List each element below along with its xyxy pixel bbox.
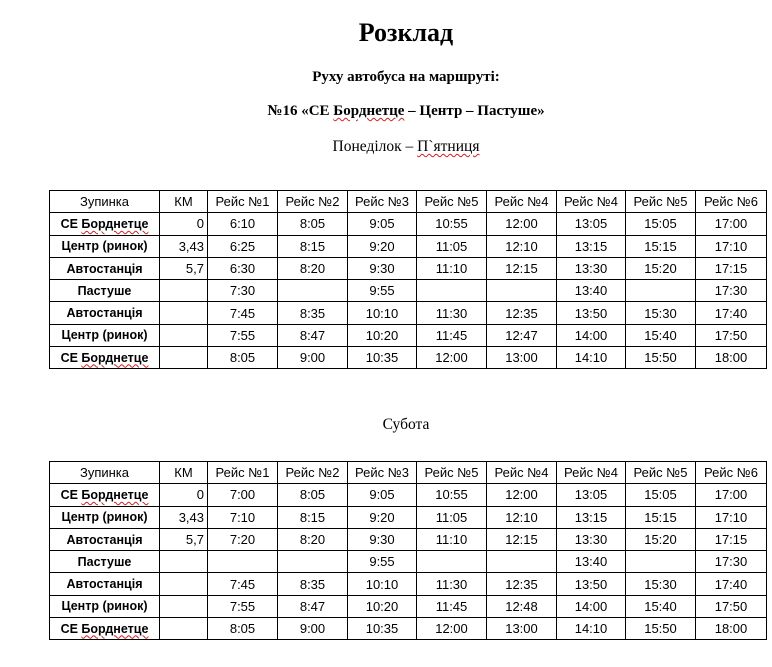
stop-name-word: Борднетце (81, 487, 149, 502)
time-cell (208, 551, 278, 573)
time-cell: 10:35 (348, 347, 417, 369)
weekday-heading-text: Понеділок – П`ятниця (332, 138, 480, 155)
column-header: Зупинка (50, 191, 160, 213)
time-cell (626, 280, 696, 302)
time-cell: 13:30 (557, 528, 626, 550)
time-cell: 11:30 (417, 573, 487, 595)
time-cell: 15:30 (626, 573, 696, 595)
time-cell: 13:15 (557, 235, 626, 257)
time-cell: 8:20 (278, 528, 348, 550)
km-cell: 5,7 (160, 528, 208, 550)
km-cell (160, 347, 208, 369)
time-cell: 7:45 (208, 573, 278, 595)
stop-name: Автостанція (50, 257, 160, 279)
time-cell: 13:05 (557, 484, 626, 506)
time-cell: 17:30 (696, 280, 767, 302)
time-cell: 8:15 (278, 235, 348, 257)
weekday-schedule-table (49, 190, 767, 369)
table-row (50, 324, 767, 346)
route-name (0, 103, 772, 120)
stop-name: Автостанція (50, 573, 160, 595)
column-header: Рейс №1 (208, 191, 278, 213)
time-cell: 11:05 (417, 235, 487, 257)
table-row (50, 347, 767, 369)
time-cell (417, 551, 487, 573)
column-header: Рейс №2 (278, 462, 348, 484)
time-cell: 17:40 (696, 302, 767, 324)
time-cell: 13:00 (487, 347, 557, 369)
time-cell: 15:40 (626, 324, 696, 346)
time-cell: 12:10 (487, 506, 557, 528)
time-cell: 15:15 (626, 506, 696, 528)
table-row (50, 506, 767, 528)
time-cell: 14:10 (557, 347, 626, 369)
route-subtitle: Руху автобуса на маршруті: (312, 69, 500, 85)
column-header: Рейс №1 (208, 462, 278, 484)
time-cell: 6:25 (208, 235, 278, 257)
table-header-row (50, 191, 767, 213)
time-cell: 10:10 (348, 302, 417, 324)
stop-name: Центр (ринок) (50, 235, 160, 257)
time-cell: 12:00 (417, 347, 487, 369)
route-name-text: №16 «СЕ Борднетце – Центр – Пастуше» (267, 103, 545, 119)
time-cell: 14:00 (557, 595, 626, 617)
time-cell: 10:35 (348, 618, 417, 640)
time-cell: 7:45 (208, 302, 278, 324)
time-cell: 7:20 (208, 528, 278, 550)
table-row (50, 595, 767, 617)
table-row (50, 213, 767, 235)
time-cell: 14:00 (557, 324, 626, 346)
time-cell: 13:15 (557, 506, 626, 528)
saturday-heading: Субота (382, 416, 430, 433)
time-cell: 13:40 (557, 551, 626, 573)
time-cell: 10:55 (417, 213, 487, 235)
time-cell: 8:35 (278, 302, 348, 324)
time-cell: 12:35 (487, 573, 557, 595)
table-row (50, 618, 767, 640)
time-cell: 15:05 (626, 484, 696, 506)
time-cell: 8:15 (278, 506, 348, 528)
stop-name: Центр (ринок) (50, 595, 160, 617)
time-cell: 11:30 (417, 302, 487, 324)
time-cell: 15:50 (626, 347, 696, 369)
km-cell: 0 (160, 213, 208, 235)
stop-name: СЕ Борднетце (50, 484, 160, 506)
column-header: Рейс №4 (557, 191, 626, 213)
column-header: Рейс №4 (487, 191, 557, 213)
column-header: Зупинка (50, 462, 160, 484)
stop-name: Центр (ринок) (50, 324, 160, 346)
table-row (50, 280, 767, 302)
time-cell: 17:00 (696, 213, 767, 235)
stop-name-word: Борднетце (81, 216, 149, 231)
time-cell: 12:00 (487, 213, 557, 235)
time-cell (626, 551, 696, 573)
stop-name: СЕ Борднетце (50, 347, 160, 369)
time-cell: 14:10 (557, 618, 626, 640)
time-cell: 17:00 (696, 484, 767, 506)
time-cell: 8:20 (278, 257, 348, 279)
time-cell: 9:20 (348, 235, 417, 257)
table-row (50, 573, 767, 595)
time-cell: 12:48 (487, 595, 557, 617)
time-cell: 10:20 (348, 595, 417, 617)
table-row (50, 551, 767, 573)
table-row (50, 528, 767, 550)
time-cell: 11:10 (417, 528, 487, 550)
time-cell: 13:30 (557, 257, 626, 279)
table-row (50, 302, 767, 324)
column-header: Рейс №3 (348, 462, 417, 484)
time-cell: 8:47 (278, 324, 348, 346)
stop-name: Пастуше (50, 280, 160, 302)
time-cell: 15:20 (626, 528, 696, 550)
time-cell: 13:40 (557, 280, 626, 302)
column-header: КМ (160, 462, 208, 484)
time-cell: 15:50 (626, 618, 696, 640)
time-cell: 6:30 (208, 257, 278, 279)
time-cell: 9:05 (348, 213, 417, 235)
time-cell: 13:50 (557, 573, 626, 595)
time-cell: 15:15 (626, 235, 696, 257)
time-cell: 8:05 (278, 213, 348, 235)
time-cell: 8:05 (278, 484, 348, 506)
time-cell: 10:55 (417, 484, 487, 506)
time-cell (278, 551, 348, 573)
column-header: Рейс №6 (696, 462, 767, 484)
time-cell: 12:15 (487, 528, 557, 550)
km-cell: 3,43 (160, 235, 208, 257)
time-cell: 12:47 (487, 324, 557, 346)
column-header: Рейс №5 (417, 191, 487, 213)
time-cell: 18:00 (696, 347, 767, 369)
column-header: Рейс №4 (487, 462, 557, 484)
time-cell: 7:00 (208, 484, 278, 506)
time-cell: 10:10 (348, 573, 417, 595)
time-cell: 17:30 (696, 551, 767, 573)
stop-name: Центр (ринок) (50, 506, 160, 528)
time-cell: 15:30 (626, 302, 696, 324)
time-cell: 12:15 (487, 257, 557, 279)
column-header: Рейс №2 (278, 191, 348, 213)
time-cell: 11:45 (417, 595, 487, 617)
stop-name: Пастуше (50, 551, 160, 573)
stop-name-word: Борднетце (81, 350, 149, 365)
stop-name-word: Борднетце (81, 621, 149, 636)
table-header-row (50, 462, 767, 484)
time-cell: 7:10 (208, 506, 278, 528)
column-header: Рейс №3 (348, 191, 417, 213)
stop-name: Автостанція (50, 528, 160, 550)
km-cell: 0 (160, 484, 208, 506)
time-cell: 17:15 (696, 257, 767, 279)
column-header: Рейс №4 (557, 462, 626, 484)
km-cell (160, 302, 208, 324)
time-cell: 7:55 (208, 324, 278, 346)
km-cell: 5,7 (160, 257, 208, 279)
weekday-heading-word: П`ятниця (417, 138, 480, 155)
weekday-heading (0, 138, 772, 156)
column-header: Рейс №6 (696, 191, 767, 213)
table-row (50, 257, 767, 279)
time-cell: 17:40 (696, 573, 767, 595)
time-cell: 7:55 (208, 595, 278, 617)
time-cell: 9:30 (348, 257, 417, 279)
time-cell: 9:20 (348, 506, 417, 528)
time-cell: 8:35 (278, 573, 348, 595)
time-cell: 17:50 (696, 324, 767, 346)
time-cell: 9:05 (348, 484, 417, 506)
saturday-schedule-table (49, 461, 767, 640)
time-cell: 8:05 (208, 618, 278, 640)
column-header: Рейс №5 (626, 191, 696, 213)
time-cell: 17:15 (696, 528, 767, 550)
time-cell: 17:10 (696, 506, 767, 528)
time-cell: 12:00 (417, 618, 487, 640)
km-cell (160, 551, 208, 573)
route-name-word: Борднетце (333, 103, 405, 119)
time-cell: 11:05 (417, 506, 487, 528)
time-cell: 6:10 (208, 213, 278, 235)
time-cell: 11:45 (417, 324, 487, 346)
time-cell: 12:00 (487, 484, 557, 506)
km-cell (160, 280, 208, 302)
time-cell: 13:50 (557, 302, 626, 324)
time-cell: 9:00 (278, 618, 348, 640)
page-title: Розклад (358, 18, 454, 47)
time-cell: 9:30 (348, 528, 417, 550)
km-cell (160, 595, 208, 617)
time-cell: 10:20 (348, 324, 417, 346)
time-cell: 12:10 (487, 235, 557, 257)
time-cell: 17:50 (696, 595, 767, 617)
time-cell: 15:20 (626, 257, 696, 279)
time-cell: 15:05 (626, 213, 696, 235)
time-cell: 9:00 (278, 347, 348, 369)
time-cell: 12:35 (487, 302, 557, 324)
stop-name: Автостанція (50, 302, 160, 324)
km-cell (160, 618, 208, 640)
time-cell: 15:40 (626, 595, 696, 617)
column-header: Рейс №5 (626, 462, 696, 484)
time-cell (278, 280, 348, 302)
time-cell: 13:05 (557, 213, 626, 235)
time-cell: 8:47 (278, 595, 348, 617)
time-cell: 9:55 (348, 551, 417, 573)
km-cell (160, 573, 208, 595)
stop-name: СЕ Борднетце (50, 618, 160, 640)
time-cell (487, 280, 557, 302)
time-cell (487, 551, 557, 573)
time-cell: 8:05 (208, 347, 278, 369)
km-cell (160, 324, 208, 346)
time-cell: 18:00 (696, 618, 767, 640)
time-cell: 13:00 (487, 618, 557, 640)
time-cell: 11:10 (417, 257, 487, 279)
column-header: Рейс №5 (417, 462, 487, 484)
time-cell (417, 280, 487, 302)
time-cell: 17:10 (696, 235, 767, 257)
time-cell: 9:55 (348, 280, 417, 302)
km-cell: 3,43 (160, 506, 208, 528)
table-row (50, 484, 767, 506)
stop-name: СЕ Борднетце (50, 213, 160, 235)
column-header: КМ (160, 191, 208, 213)
table-row (50, 235, 767, 257)
time-cell: 7:30 (208, 280, 278, 302)
